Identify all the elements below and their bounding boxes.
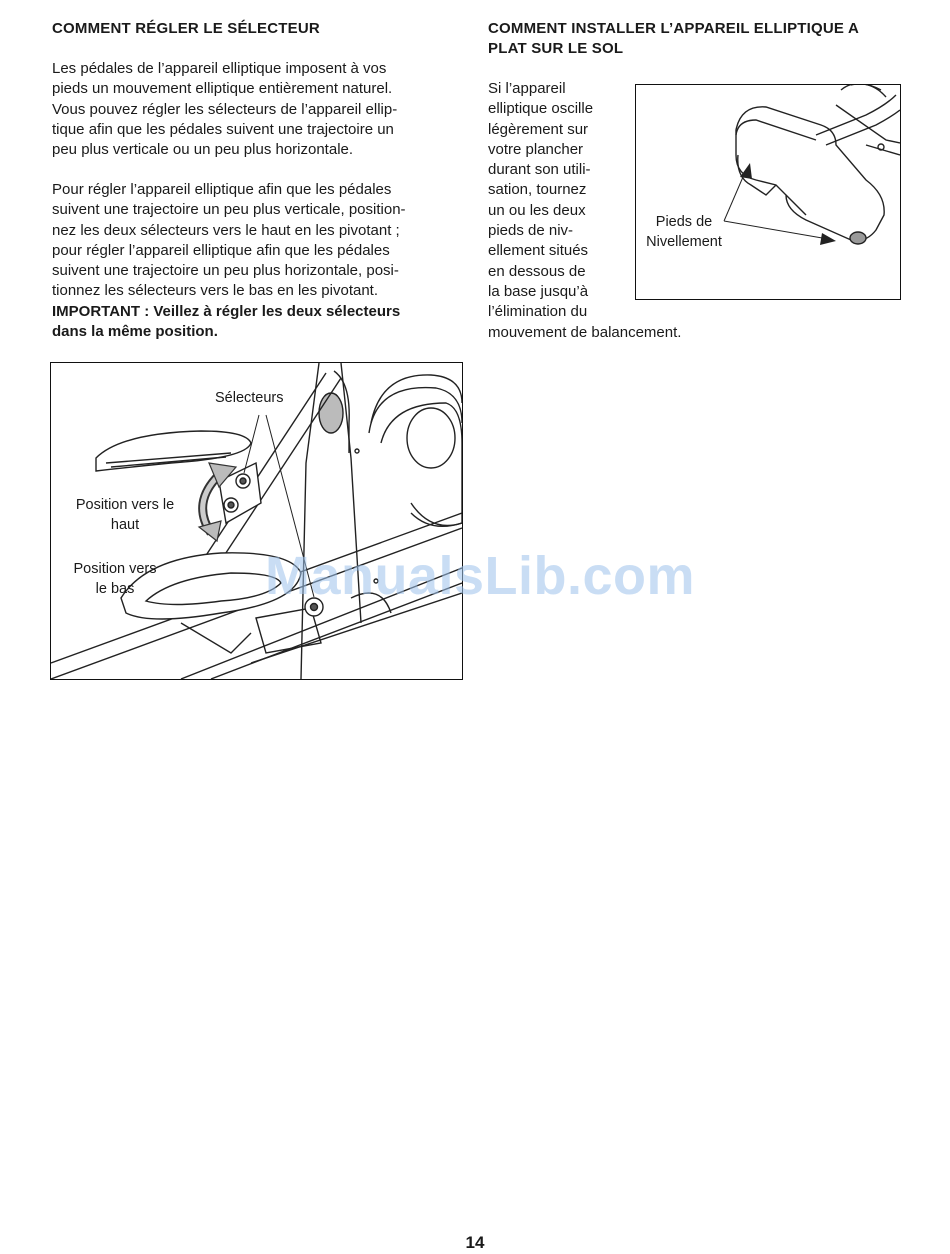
text-line: Vous pouvez régler les sélecteurs de l’appareil ellip-: [52, 100, 398, 118]
selector-instructions-paragraph: [52, 180, 406, 342]
selectors-label: Sélecteurs: [215, 390, 284, 406]
text-line: Pour régler l’appareil elliptique afin que les pédales: [52, 181, 392, 198]
text-line: ellement situés: [488, 242, 589, 260]
selector-intro-paragraph: [52, 59, 397, 160]
heading-line: COMMENT INSTALLER L’APPAREIL ELLIPTIQUE A: [488, 20, 859, 37]
label-line: Nivellement: [646, 234, 722, 250]
text-line: elliptique oscille: [488, 100, 594, 118]
text-line: mouvement de balancement.: [488, 323, 682, 341]
text-line: pieds un mouvement elliptique entièrement naturel.: [52, 80, 393, 98]
text-line: légèrement sur: [488, 120, 589, 138]
text-line: suivent une trajectoire un peu plus horizontale, posi-: [52, 262, 399, 280]
label-line: Position vers le: [75, 497, 175, 513]
base-leveling-feet-illustration: [636, 85, 900, 299]
text-line: la base jusqu’à: [488, 282, 589, 300]
text-line: votre plancher: [488, 140, 584, 158]
section-heading-leveling: [488, 19, 859, 59]
important-note-line: dans la même position.: [52, 323, 218, 341]
section-heading-selector: COMMENT RÉGLER LE SÉLECTEUR: [52, 20, 320, 37]
label-line: haut: [110, 517, 140, 533]
text-line: Les pédales de l’appareil elliptique imposent à vos: [52, 60, 387, 77]
text-line: en dessous de: [488, 262, 586, 280]
label-line: le bas: [95, 581, 135, 597]
position-down-label: [63, 559, 167, 599]
selector-figure: [50, 362, 463, 680]
text-line: pour régler l’appareil elliptique afin que les pédales: [52, 241, 390, 259]
text-line: durant son utili-: [488, 161, 591, 179]
text-line: tionnez les sélecteurs vers le bas en les pivotant.: [52, 282, 379, 300]
leveling-feet-label: [638, 212, 730, 252]
heading-line: PLAT SUR LE SOL: [488, 40, 624, 57]
text-line: l’élimination du: [488, 303, 588, 321]
position-up-label: [65, 495, 185, 535]
page-number: 14: [465, 1233, 485, 1252]
label-line: Pieds de: [655, 214, 713, 230]
text-line: un ou les deux: [488, 201, 586, 219]
text-line: sation, tournez: [488, 181, 587, 199]
important-note-line: IMPORTANT : Veillez à régler les deux sélecteurs: [52, 302, 401, 320]
text-line: suivent une trajectoire un peu plus verticale, position-: [52, 201, 406, 219]
watermark: ManualsLib.com: [265, 546, 696, 606]
text-line: nez les deux sélecteurs vers le haut en les pivotant ;: [52, 221, 400, 239]
text-line: peu plus verticale ou un peu plus horizontale.: [52, 141, 354, 159]
text-line: pieds de niv-: [488, 222, 574, 240]
label-line: Position vers: [73, 561, 157, 577]
text-line: Si l’appareil: [488, 80, 566, 97]
text-line: tique afin que les pédales suivent une trajectoire un: [52, 120, 394, 138]
leveling-feet-figure: [635, 84, 901, 300]
